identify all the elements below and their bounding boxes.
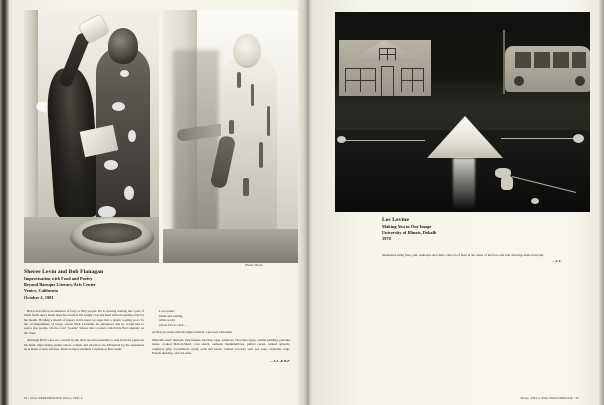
right-signature: —L.L. [552,259,562,264]
verse-line-3: white world [159,318,175,322]
installation-description: Installation using flour, jam, audiotape and slides. One ton of flour in the center of the floor and wall drawings made from jam. [382,253,544,257]
verse-line-4: whose face is clear . . . [159,322,189,327]
folio-right: Winter 1981-2 HIGH PERFORMANCE / 63 [520,396,579,400]
caption-line-1: Improvisation with Food and Poetry [24,276,93,281]
paragraph-1: Bob is led before an audience of forty or fifty people. He is wearing nothing but a pair of black briefs and a black latex hood which fits snugly over his head with an opening only for his mouth. Holding a sheath of papers in his hand, he steps into a plastic wading pool. To the accompaniment of bongo soloist Rick Lawndale he announces that he would like to read a few poems. On the word "poems" Sheree hits a tomato which hits Bob squarely on the chest. [24,309,144,335]
verse-line-1: Love poem: [159,309,175,313]
paragraph-2: Although Bob's eyes are covered by the latex hood he pretends to read from the papers in his hand, improvising poems whose content and direction are influenced by the sensations he is about to hear and feel. Rick's bongos establish a rhythm as Bob reads: [24,338,144,352]
caption-line-3: Venice, California [24,288,58,294]
right-caption-line-2: University of Illinois, Dekalb [382,230,437,236]
paragraph-3: As Bob proceeds with his improvisation, I proceed with mine. [152,330,233,335]
photo-performance-left [24,10,159,263]
left-caption-block [24,268,194,301]
photo-credit: Photos: Bruce [245,264,263,267]
folio-left: 62 / HIGH PERFORMANCE Winter 1981-2 [24,396,83,400]
right-caption-line-3: 1978 [382,236,391,242]
right-caption-body [382,253,562,264]
paragraph-4: Materials used: mustard, mayonnaise, ketchup, eggs, tomatoes, chocolate syrup, vanilla pudding, pancake batter, cooked Malt-O-Meal, corn starch, oatmeal, marshmallows, puffed cereal, canned spinach, raspberry jelly, boysenberry syrup, pork and beans, canned avocado, split pea soup, vegetable soup, French dressing, and red wine. [152,338,290,356]
right-caption-line-1: Making You in Our Image [382,224,432,229]
book-outer-edge [599,0,604,405]
book-spine-edge [0,0,9,405]
right-caption-block [382,216,542,243]
caption-title: Sheree Levin and Bob Flanagan [24,269,104,275]
left-page [9,0,304,405]
verse-line-2: blank and waiting, [159,313,184,318]
verse-block [152,309,290,327]
caption-line-2: Beyond Baroque Literary/Arts Center [24,282,96,288]
photo-installation [335,12,590,212]
body-column-2 [152,309,290,363]
page-gutter [303,0,313,405]
right-page [313,0,599,405]
photo-performance-right [163,10,298,263]
caption-line-4: October 2, 1981 [24,294,54,300]
body-column-1 [24,309,144,355]
body-signature: —S.L. & B.F. [270,358,290,363]
right-caption-title: Les Levine [382,217,409,223]
